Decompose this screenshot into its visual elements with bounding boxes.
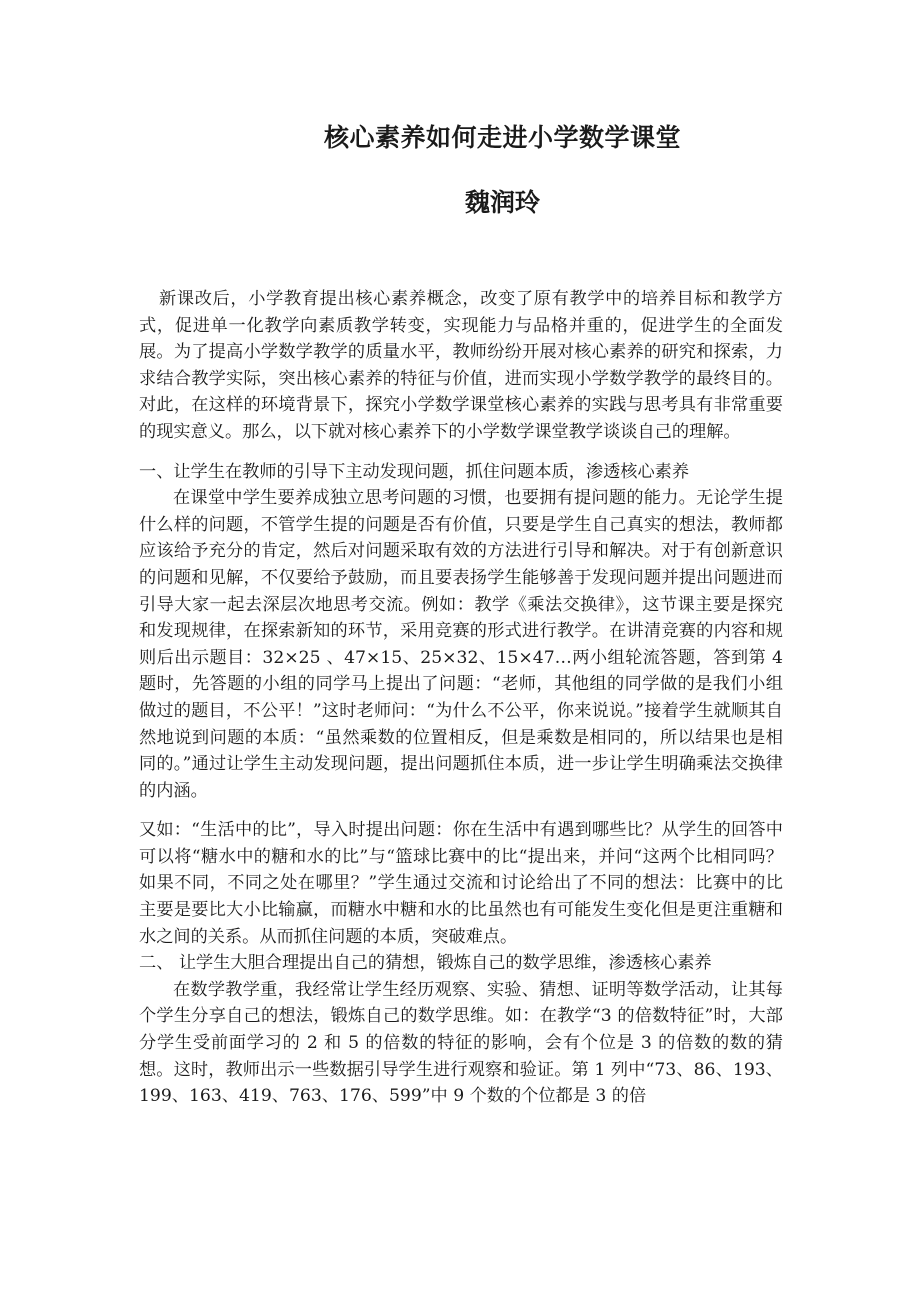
section-2-heading: 二、 让学生大胆合理提出自己的猜想，锻炼自己的数学思维，渗透核心素养 [139, 953, 712, 974]
document-title: 核心素养如何走进小学数学课堂 [323, 123, 681, 152]
section-1-heading: 一、让学生在教师的引导下主动发现问题，抓住问题本质，渗透核心素养 [139, 461, 690, 482]
section-2-paragraph: 在数学教学重，我经常让学生经历观察、实验、猜想、证明等数学活动，让其每个学生分享自己的想法，锻炼自己的数学思维。如：在教学“3 的倍数特征”时，大部分学生受前面学习的 2 和 5 的倍数的特征的影响，会有个位是 3 的倍数的数的猜想。这时，教师出示一些数据引导学生进行观察和验证。第 1 列中“73、86、193、199、163、419、763、176、599”中 9 个数的个位都是 3 的倍 [139, 979, 783, 1107]
intro-paragraph: 新课改后，小学教育提出核心素养概念，改变了原有教学中的培养目标和教学方式，促进单一化教学向素质教学转变，实现能力与品格并重的，促进学生的全面发展。为了提高小学数学教学的质量水平，教师纷纷开展对核心素养的研究和探索，力求结合教学实际，突出核心素养的特征与价值，进而实现小学数学教学的最终目的。对此，在这样的环境背景下，探究小学数学课堂核心素养的实践与思考具有非常重要的现实意义。那么，以下就对核心素养下的小学数学课堂教学谈谈自己的理解。 [139, 289, 783, 442]
document-body [139, 286, 783, 1110]
document-author: 魏润玲 [464, 188, 540, 217]
section-1-paragraph-2: 又如：“生活中的比”，导入时提出问题：你在生活中有遇到哪些比？从学生的回答中可以将“糖水中的糖和水的比”与“篮球比赛中的比“提出来，并问“这两个比相同吗？如果不同，不同之处在哪里？”学生通过交流和讨论给出了不同的想法：比赛中的比主要是要比大小比输赢，而糖水中糖和水的比虽然也有可能发生变化但是更注重糖和水之间的关系。从而抓住问题的本质，突破难点。 [139, 820, 783, 947]
section-1-paragraph: 在课堂中学生要养成独立思考问题的习惯，也要拥有提问题的能力。无论学生提什么样的问题，不管学生提的问题是否有价值，只要是学生自己真实的想法，教师都应该给予充分的肯定，然后对问题采取有效的方法进行引导和解决。对于有创新意识的问题和见解，不仅要给予鼓励，而且要表扬学生能够善于发现问题并提出问题进而引导大家一起去深层次地思考交流。例如：教学《乘法交换律》，这节课主要是探究和发现规律，在探索新知的环节，采用竞赛的形式进行教学。在讲清竞赛的内容和规则后出示题目：32×25 、47×15、25×32、15×47…两小组轮流答题，答到第 4 题时，先答题的小组的同学马上提出了问题：“老师，其他组的同学做的是我们小组做过的题目，不公平！”这时老师问：“为什么不公平，你来说说。”接着学生就顺其自然地说到问题的本质：“虽然乘数的位置相反，但是乘数是相同的，所以结果也是相同的。”通过让学生主动发现问题，提出问题抓住本质，进一步让学生明确乘法交换律的内涵。 [139, 488, 783, 801]
